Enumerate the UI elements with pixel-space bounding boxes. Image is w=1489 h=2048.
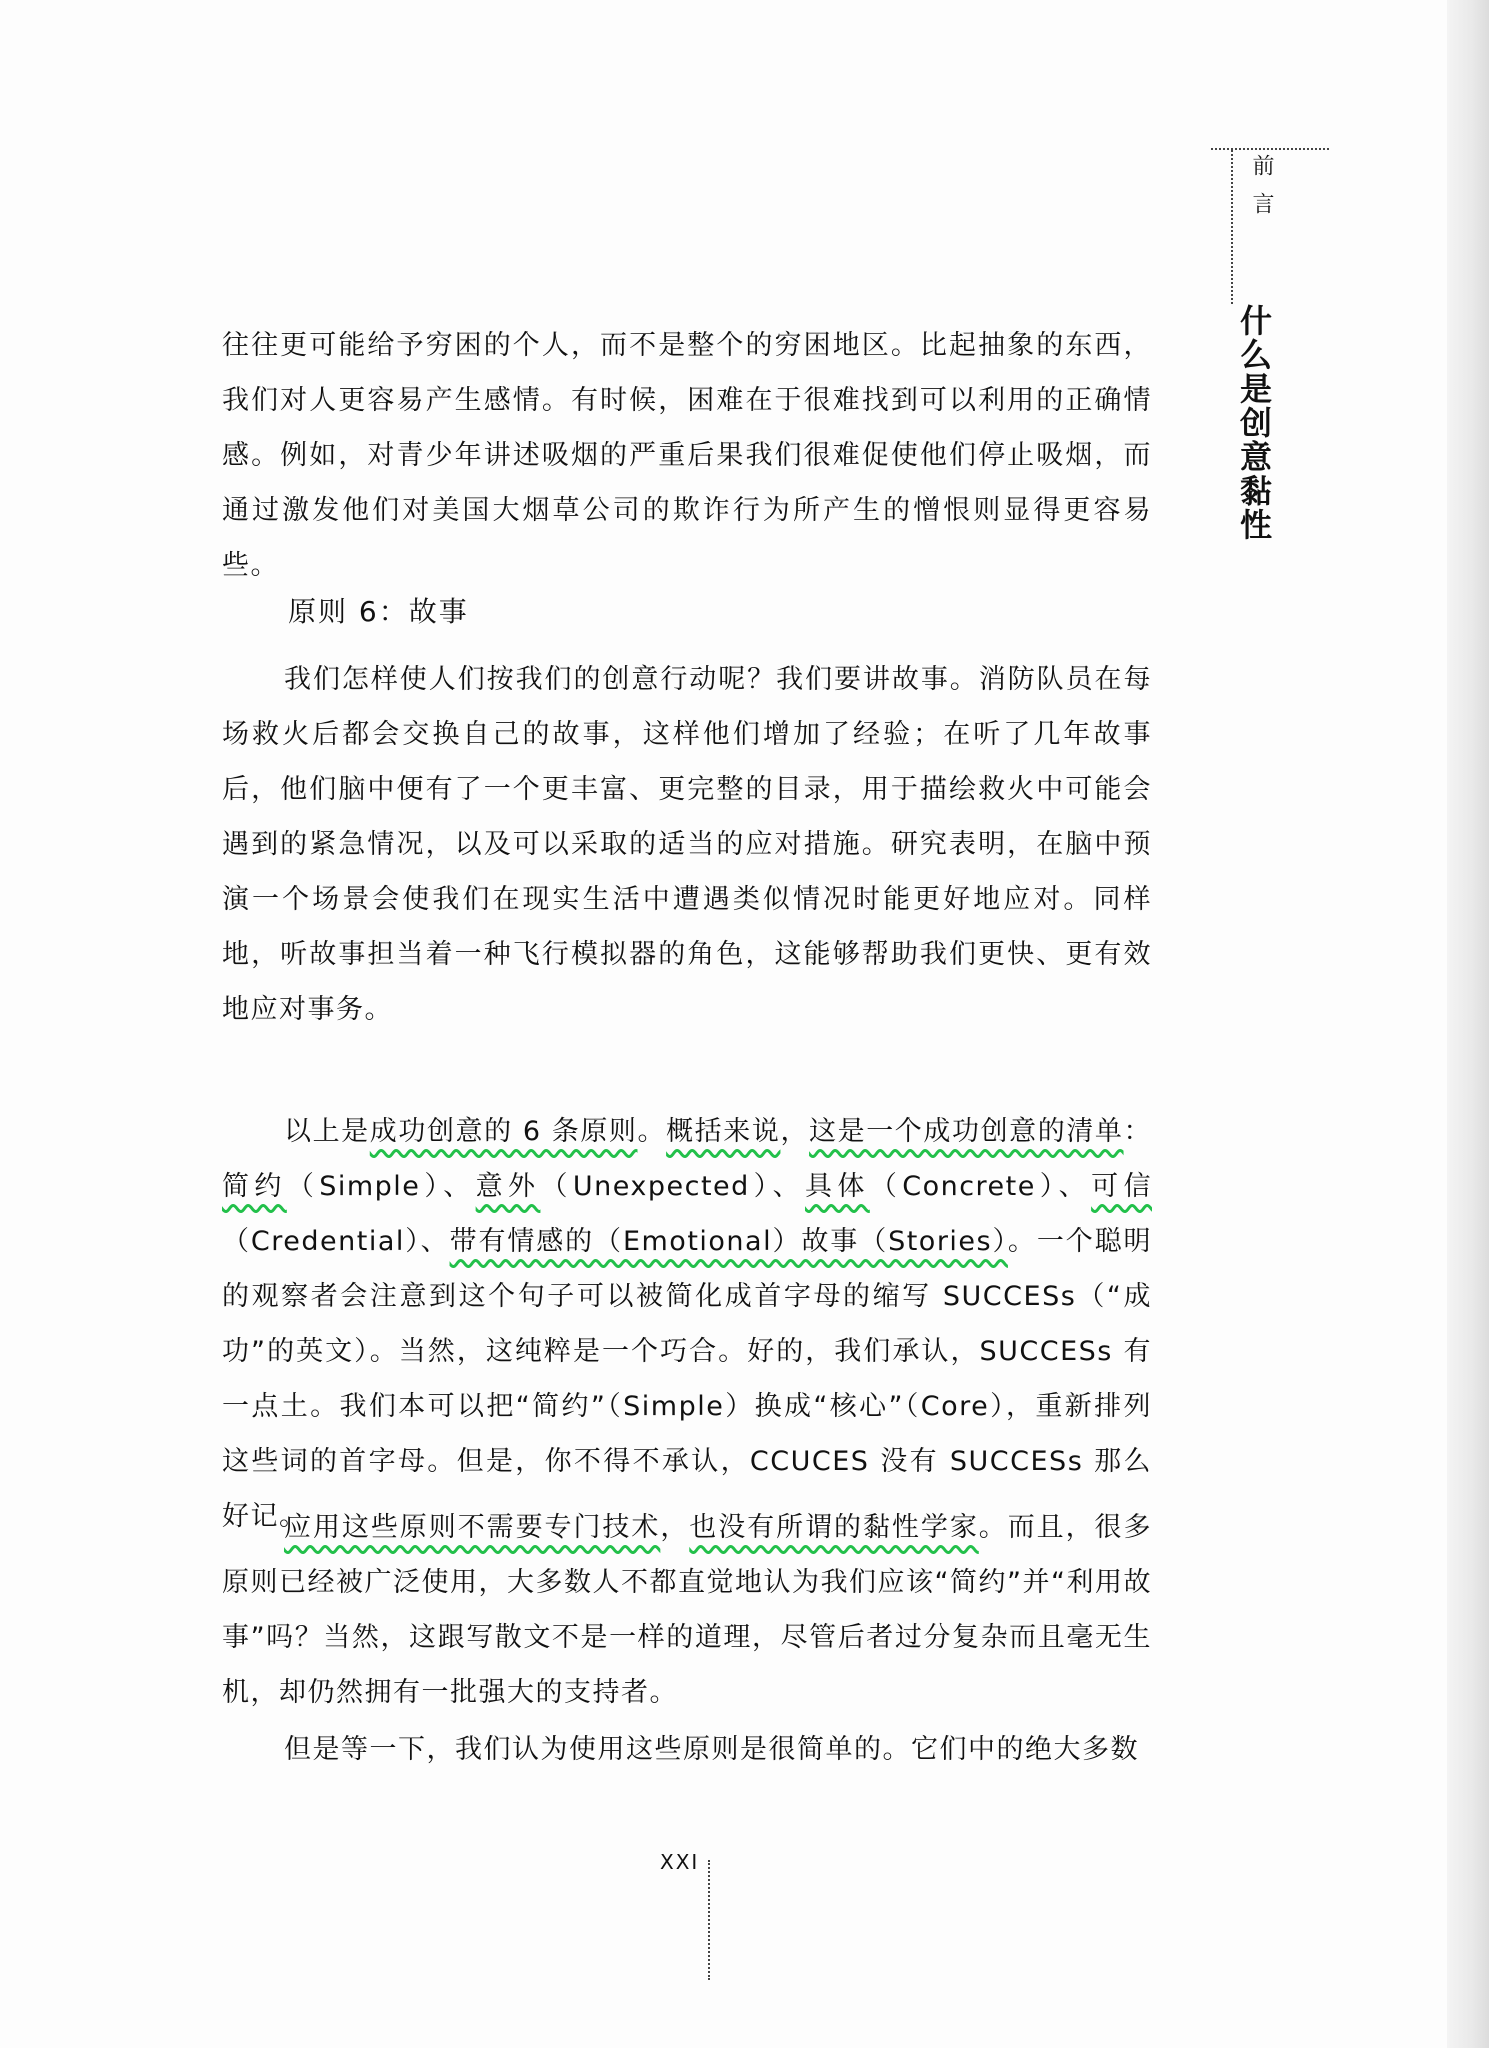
p3-text: 以上是 (284, 1116, 370, 1147)
page-number: XXI (660, 1850, 700, 1874)
highlight-credential: 可信 (1091, 1171, 1152, 1202)
paragraph-2: 我们怎样使人们按我们的创意行动呢？我们要讲故事。消防队员在每场救火后都会交换自己的故事，这样他们增加了经验；在听了几年故事后，他们脑中便有了一个更丰富、更完整的目录，用于描绘救火中可能会遇到的紧急情况，以及可以采取的适当的应对措施。研究表明，在脑中预演一个场景会使我们在现实生活中遭遇类似情况时能更好地应对。同样地，听故事担当着一种飞行模拟器的角色，这能够帮助我们更快、更有效地应对事务。 (222, 664, 1152, 1025)
page-number-rule (708, 1860, 710, 1980)
highlight-no-stickiologists: 也没有所谓的黏性学家 (689, 1512, 979, 1543)
highlight-simple: 简约 (222, 1171, 287, 1202)
p3-text: ， (780, 1116, 810, 1147)
paragraph-1: 往往更可能给予穷困的个人，而不是整个的穷困地区。比起抽象的东西，我们对人更容易产生感情。有时候，困难在于很难找到可以利用的正确情感。例如，对青少年讲述吸烟的严重后果我们很难促使他们停止吸烟，而通过激发他们对美国大烟草公司的欺诈行为所产生的憎恨则显得更容易些。 (222, 330, 1152, 581)
scan-edge (1447, 0, 1489, 2048)
paragraph-4 (222, 1500, 1152, 1720)
highlight-six-principles: 成功创意的 6 条原则 (369, 1116, 638, 1147)
highlight-unexpected: 意外 (475, 1171, 541, 1202)
side-header (1231, 150, 1283, 542)
p4-text: 。而且，很多原则已经被广泛使用，大多数人不都直觉地认为我们应该“简约”并“利用故事”吗？当然，这跟写散文不是一样的道理，尽管后者过分复杂而且毫无生机，却仍然拥有一批强大的支持者。 (222, 1512, 1153, 1708)
p4-text: ， (660, 1512, 690, 1543)
paragraph-3 (222, 1104, 1152, 1544)
side-header-title: 什么是创意黏性 (1235, 304, 1273, 542)
paragraph-5: 但是等一下，我们认为使用这些原则是很简单的。它们中的绝大多数 (284, 1734, 1139, 1765)
highlight-no-expertise: 应用这些原则不需要专门技术 (284, 1512, 661, 1543)
highlight-emotional-stories: 带有情感的（Emotional）故事（Stories） (449, 1226, 1008, 1257)
p3-text: （Credential）、 (222, 1226, 450, 1257)
highlight-checklist: 这是一个成功创意的清单 (809, 1116, 1124, 1147)
p3-text: （Simple）、 (286, 1171, 476, 1202)
p3-text: （Concrete）、 (869, 1171, 1092, 1202)
p3-text: ： (1123, 1116, 1153, 1147)
p3-text: 。一个聪明的观察者会注意到这个句子可以被简化成首字母的缩写 SUCCESs（“成功”的英文）。当然，这纯粹是一个巧合。好的，我们承认，SUCCESs 有一点土。我们本可以把“简约”（Simple）换成“核心”（Core），重新排列这些词的首字母。但是，你不得不承认，CCUCES 没有 SUCCESs 那么好记。 (222, 1226, 1153, 1532)
section-heading: 原则 6：故事 (288, 595, 469, 628)
highlight-summary: 概括来说 (666, 1116, 781, 1147)
p3-text: 。 (637, 1116, 667, 1147)
side-header-section: 前言 (1231, 150, 1283, 304)
p3-text: （Unexpected）、 (540, 1171, 805, 1202)
highlight-concrete: 具体 (805, 1171, 870, 1202)
